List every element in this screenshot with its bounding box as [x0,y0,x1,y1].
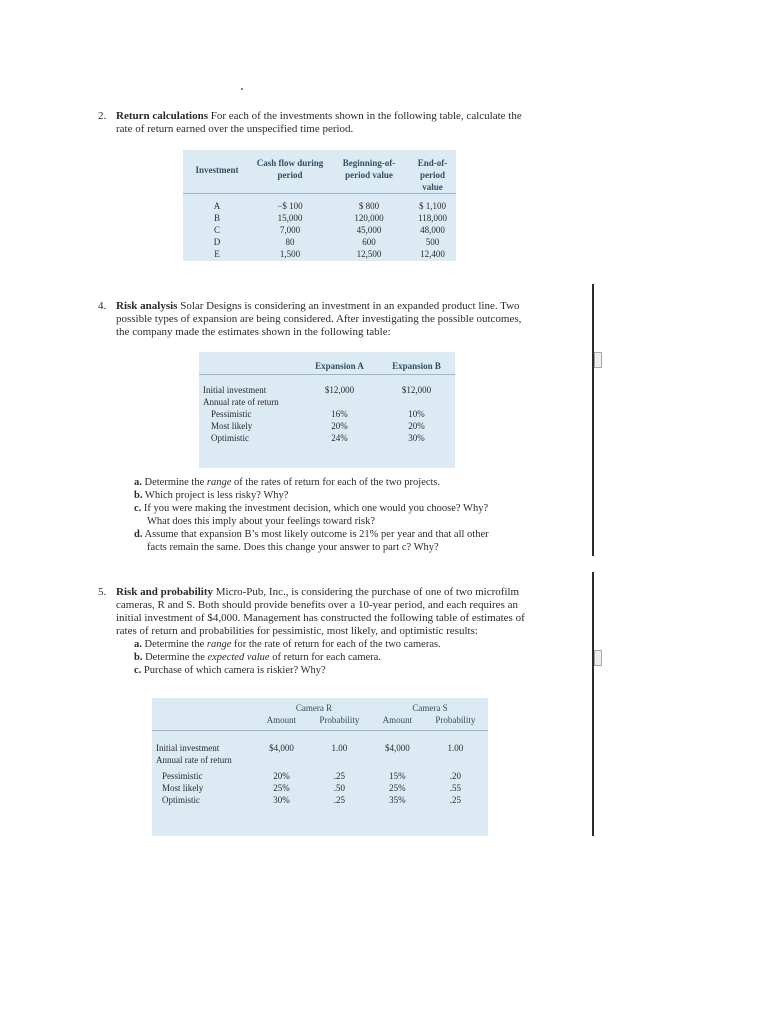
table-row [199,396,455,408]
table-row [199,432,455,444]
part-d [134,528,554,541]
table-header-row [199,352,455,374]
col-header: Amount [266,715,297,725]
returns-table-grid [183,150,456,260]
cell: $4,000 [385,743,410,753]
table-row [183,200,456,212]
cell: 600 [362,236,376,247]
table-row [199,408,455,420]
cell: 30% [408,433,425,443]
col-group-header: Camera R [295,703,333,713]
question-text: rate of return earned over the unspecified time period. [116,123,354,135]
part-text: Determine the [141,477,207,488]
question-5-parts [134,638,544,677]
row-label: Most likely [162,783,204,793]
part-label: a. [134,639,142,650]
question-number: 5. [98,586,107,598]
cell: 12,500 [356,248,382,259]
cell: $ 1,100 [419,200,446,211]
cell: 20% [331,421,348,431]
cell: 15% [389,771,406,781]
cell: 120,000 [354,212,384,223]
part-label: c. [134,665,142,676]
cell: $4,000 [269,743,294,753]
part-label: b. [134,652,143,663]
scan-margin-tick [594,650,602,666]
row-label: Initial investment [156,743,220,753]
scan-margin-tick [594,352,602,368]
question-number: 2. [98,110,107,122]
col-header: Expansion A [315,361,364,371]
table-row [183,236,456,248]
cell: .55 [449,783,462,793]
part-c [134,664,544,677]
cell: 25% [389,783,406,793]
table-row [183,224,456,236]
part-label: b. [134,490,143,501]
cell: B [213,212,220,223]
row-label: Optimistic [162,795,200,805]
part-emphasis: expected value [207,652,270,663]
cell: A [213,200,221,211]
col-header: Investment [195,165,239,175]
question-4 [98,300,550,339]
question-4-parts [134,476,554,554]
cell: E [214,248,220,259]
part-text: Assume that expansion B’s most likely outcome is 21% per year and that all other [142,529,489,540]
cell: 80 [285,236,295,247]
part-text: facts remain the same. Does this change your answer to part c? Why? [147,542,439,553]
cell: 7,000 [279,224,301,235]
table-subheader-row [152,714,488,730]
expansion-table-grid [199,352,455,444]
cell: 500 [425,236,440,247]
question-2-line1 [98,110,538,123]
camera-table-grid [152,698,488,806]
table-row [199,384,455,396]
question-2 [98,110,538,136]
cell: 118,000 [418,212,447,223]
question-text: Micro-Pub, Inc., is considering the purchase of one of two microfilm [213,586,520,598]
cell: 1,500 [279,248,301,259]
part-c [134,502,554,515]
col-header: Probability [435,715,476,725]
cell: .25 [449,795,462,805]
cell: 24% [331,433,348,443]
part-emphasis: range [206,639,232,650]
question-text: possible types of expansion are being considered. After investigating the possible outcomes, [116,313,522,325]
question-number: 4. [98,300,107,312]
row-label: Pessimistic [162,771,203,781]
part-a [134,476,554,489]
question-text: the company made the estimates shown in the following table: [116,326,391,338]
cell: $ 800 [358,200,380,211]
cell: 48,000 [420,224,445,235]
cell: 15,000 [277,212,303,223]
cell: .50 [333,783,346,793]
part-text: What does this imply about your feelings toward risk? [147,516,376,527]
cell: 10% [408,409,425,419]
question-text: Solar Designs is considering an investment in an expanded product line. Two [177,300,520,312]
cell: $12,000 [324,385,355,395]
part-text: Determine the [142,652,208,663]
cell: 1.00 [331,743,348,753]
cell: .20 [449,771,462,781]
cell: .25 [333,771,346,781]
col-header: Beginning-of-period value [342,158,396,180]
part-label: c. [134,503,142,514]
table-row [152,770,488,782]
cell: 1.00 [447,743,464,753]
scan-margin-bar [592,572,594,836]
cell: D [213,236,221,247]
table-header-row [152,698,488,714]
returns-table [183,150,456,261]
cell: $12,000 [401,385,432,395]
question-text: For each of the investments shown in the following table, calculate the [207,110,522,122]
scan-margin-bar [592,284,594,556]
col-header: Amount [382,715,413,725]
part-text: of the rates of return for each of the two projects. [231,477,441,488]
col-header: Probability [319,715,360,725]
cell: C [213,224,220,235]
part-text: of return for each camera. [269,652,381,663]
question-text: cameras, R and S. Both should provide benefits over a 10-year period, and each requires an [116,599,518,611]
question-text: initial investment of $4,000. Management has constructed the following table of estimates of [116,612,525,624]
table-row [152,794,488,806]
expansion-table [199,352,455,468]
col-group-header: Camera S [412,703,448,713]
part-text: If you were making the investment decision, which one would you choose? Why? [141,503,489,514]
col-header: Expansion B [392,361,441,371]
question-text: rates of return and probabilities for pessimistic, most likely, and optimistic results: [116,625,478,637]
table-row [152,742,488,754]
part-emphasis: range [206,477,232,488]
part-text: Purchase of which camera is riskier? Why? [141,665,326,676]
table-row [183,248,456,260]
question-title: Risk analysis [116,300,178,312]
question-title: Risk and probability [116,586,214,598]
question-5 [98,586,542,638]
part-text: for the rate of return for each of the two cameras. [231,639,441,650]
cell: 16% [331,409,348,419]
question-title: Return calculations [116,110,208,122]
part-label: d. [134,529,143,540]
cell: −$ 100 [277,200,303,211]
scan-speck [241,88,243,90]
col-header: End-of-period value [417,158,448,192]
camera-table [152,698,488,836]
row-label: Annual rate of return [203,397,279,407]
cell: 20% [408,421,425,431]
part-text: Which project is less risky? Why? [142,490,289,501]
table-row [199,420,455,432]
cell: 30% [273,795,290,805]
row-label: Most likely [211,421,253,431]
row-label: Annual rate of return [156,755,232,765]
part-text: Determine the [141,639,207,650]
cell: 35% [389,795,406,805]
cell: 20% [273,771,290,781]
table-row [152,782,488,794]
cell: 12,400 [420,248,445,259]
row-label: Initial investment [203,385,267,395]
cell: 45,000 [356,224,382,235]
part-label: a. [134,477,142,488]
col-header: Cash flow during period [256,158,324,180]
part-b [134,651,544,664]
cell: 25% [273,783,290,793]
table-row [152,754,488,766]
part-b [134,489,554,502]
table-header-row [183,150,456,194]
row-label: Pessimistic [211,409,252,419]
cell: .25 [333,795,346,805]
table-row [183,212,456,224]
part-a [134,638,544,651]
row-label: Optimistic [211,433,249,443]
